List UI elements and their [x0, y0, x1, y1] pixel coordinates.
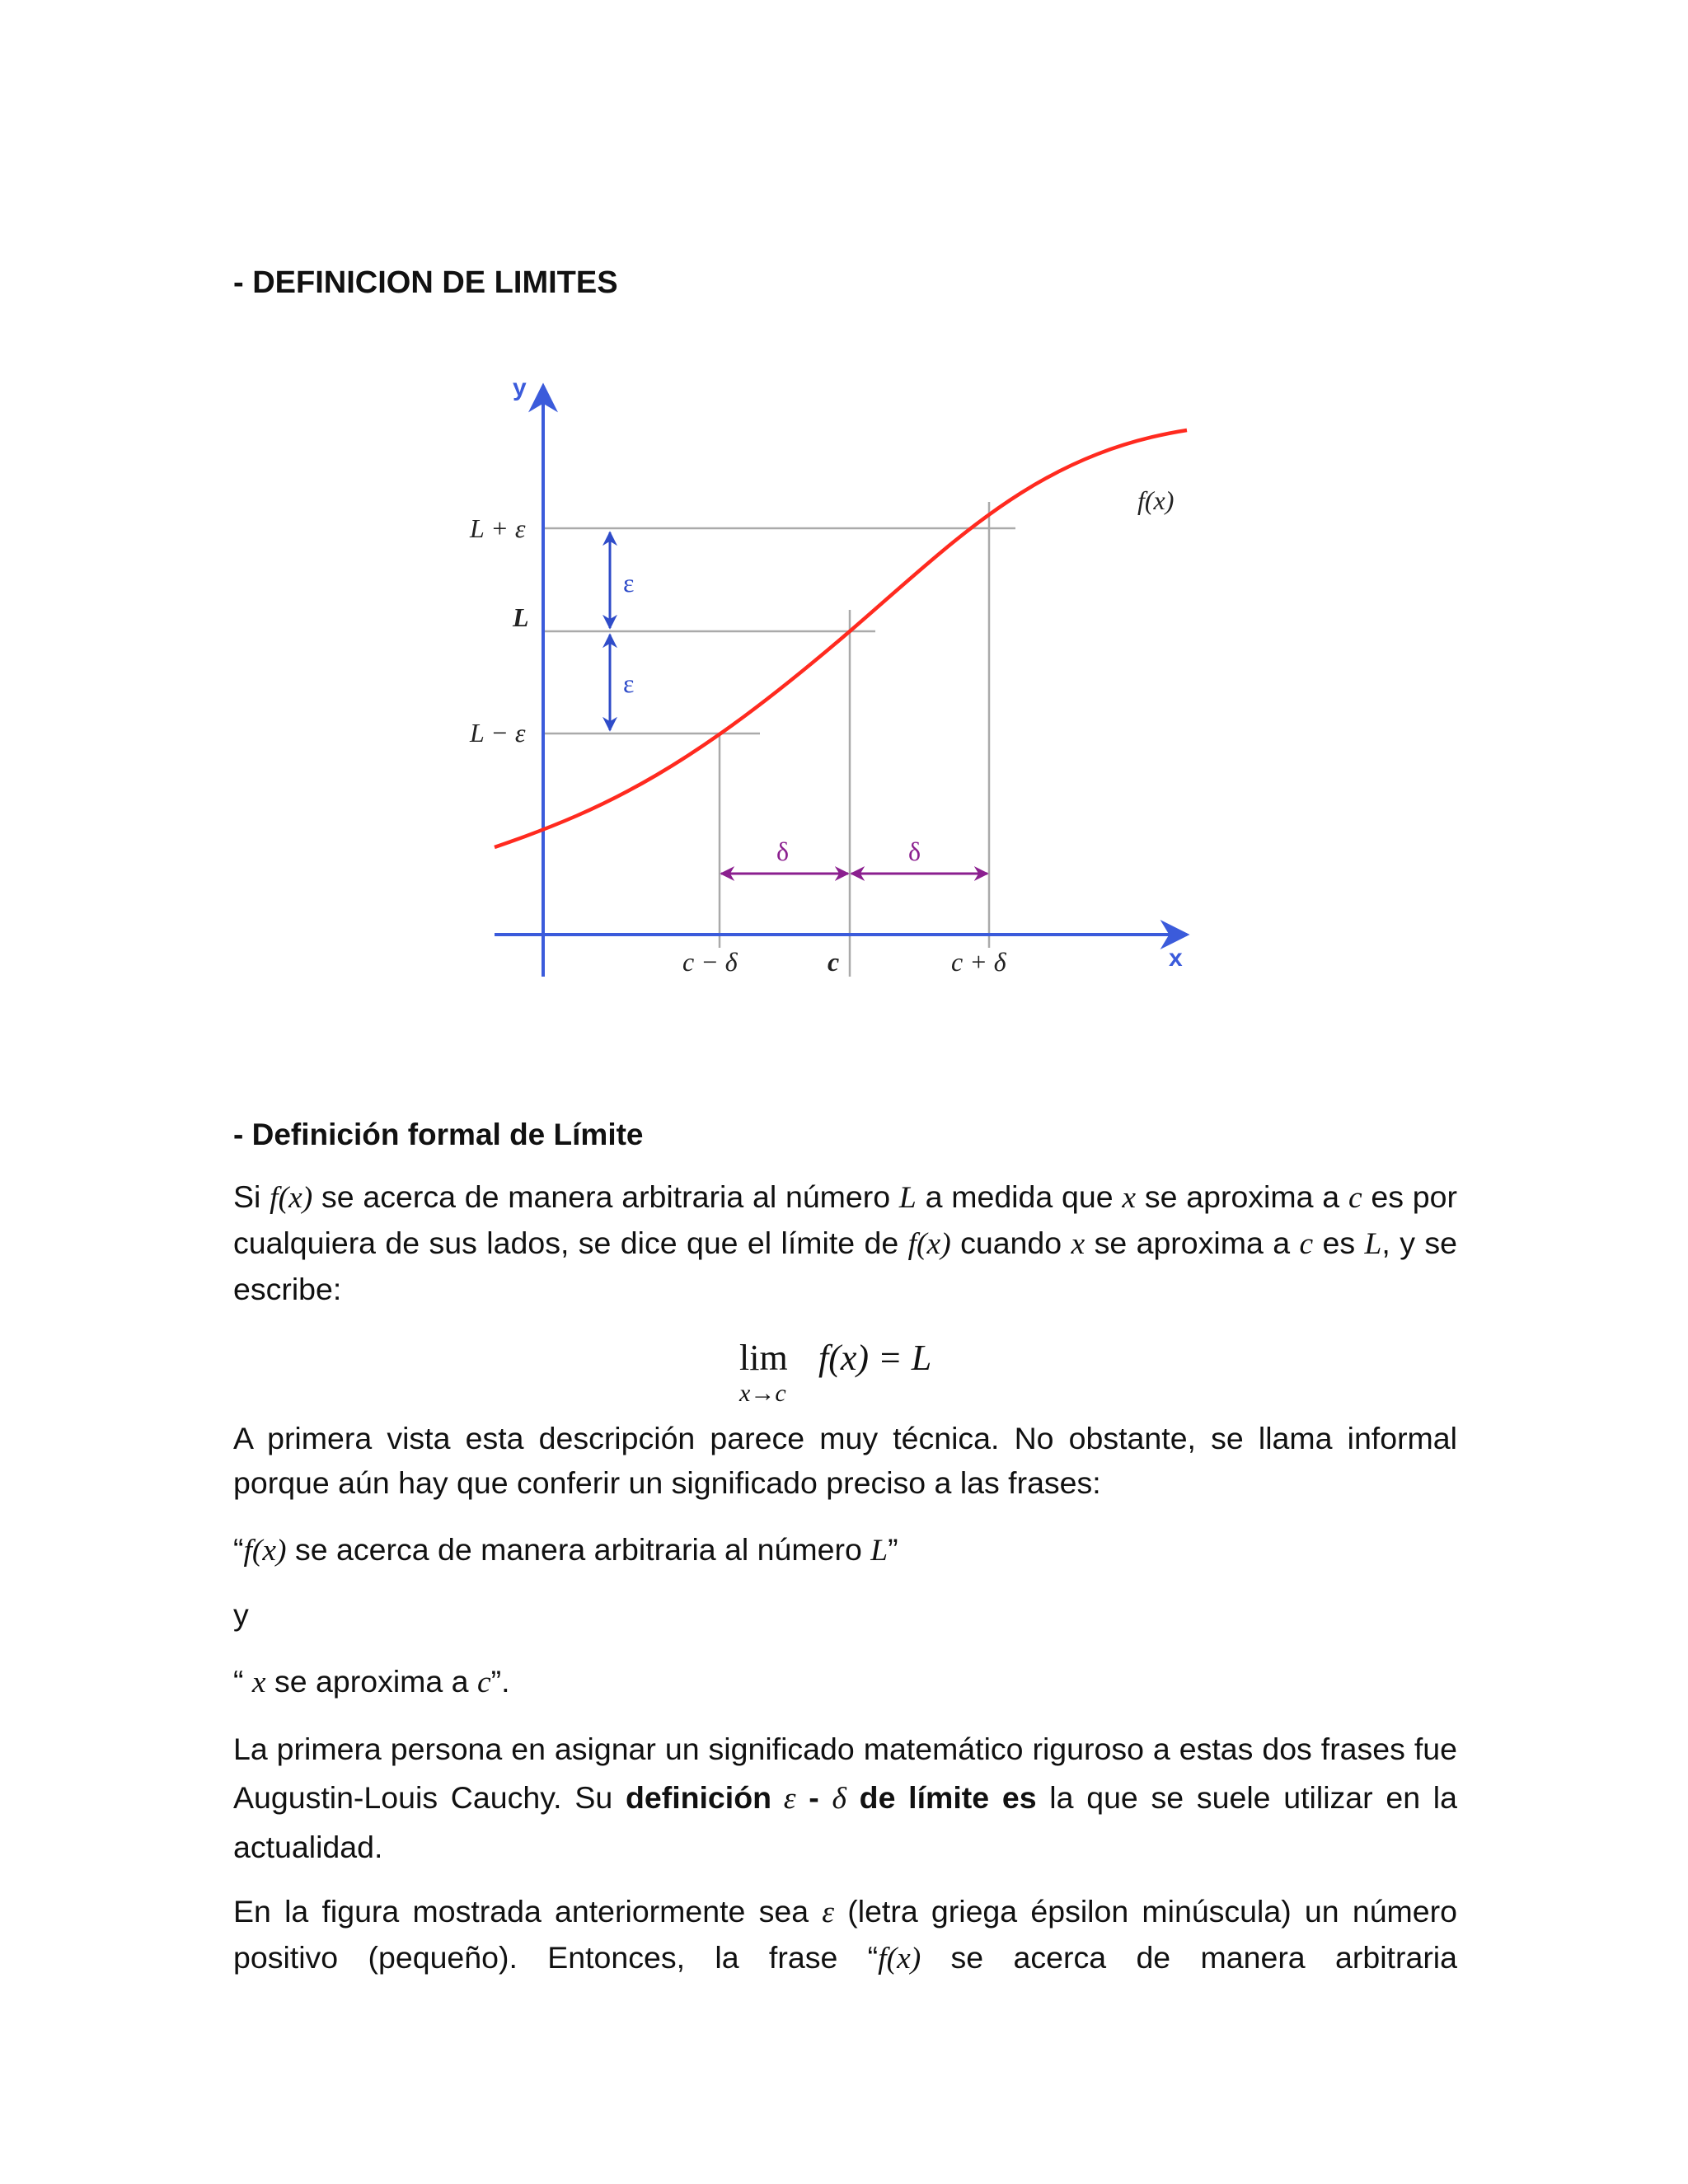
label-x-axis: x — [1169, 944, 1183, 972]
limit-expression: f(x) = L — [818, 1338, 932, 1378]
label-y-axis: y — [513, 374, 527, 401]
label-c: c — [828, 947, 840, 977]
paragraph-epsilon-intro: En la figura mostrada anteriormente sea ε (letra griega épsilon minúscula) un número positivo (pequeño). Entonces, la frase “f(x) se acerca de manera arbitraria — [233, 1894, 1457, 1975]
function-curve — [495, 430, 1187, 847]
label-epsilon-upper: ε — [623, 568, 635, 598]
label-delta-right: δ — [908, 837, 921, 866]
limit-operator: lim — [739, 1338, 788, 1378]
label-function: f(x) — [1137, 485, 1175, 515]
limit-formula — [739, 1337, 987, 1427]
label-delta-left: δ — [776, 837, 790, 866]
guide-lines — [544, 502, 1015, 977]
label-c-minus-delta: c − δ — [682, 947, 738, 977]
paragraph-informal-definition: Si f(x) se acerca de manera arbitraria al número L a medida que x se aproxima a c es por cualquiera de sus lados, se dice que el límite de f(x) cuando x se aproxima a c es L, y se escribe: — [233, 1179, 1457, 1306]
section-heading-definicion-formal: - Definición formal de Límite — [233, 1118, 644, 1151]
label-epsilon-lower: ε — [623, 668, 635, 698]
label-l-minus-epsilon: L − ε — [470, 718, 526, 748]
epsilon-delta-figure — [462, 363, 1203, 1005]
connector-y: y — [233, 1597, 249, 1632]
paragraph-cauchy: La primera persona en asignar un significado matemático riguroso a estas dos frases fue Augustin-Louis Cauchy. Su definición ε - δ de límite es la que se suele utilizar en la actualidad. — [233, 1732, 1457, 1864]
quote-phrase-2: “ x se aproxima a c”. — [233, 1664, 510, 1699]
limit-subscript: x→c — [739, 1380, 786, 1407]
label-l-plus-epsilon: L + ε — [470, 513, 526, 543]
quote-phrase-1: “f(x) se acerca de manera arbitraria al número L” — [233, 1532, 898, 1568]
label-l: L — [513, 602, 529, 632]
paragraph-technical-description: A primera vista esta descripción parece muy técnica. No obstante, se llama informal porque aún hay que conferir un significado preciso a las frases: — [233, 1421, 1457, 1500]
label-c-plus-delta: c + δ — [951, 947, 1006, 977]
section-heading-definicion: - DEFINICION DE LIMITES — [233, 265, 618, 300]
